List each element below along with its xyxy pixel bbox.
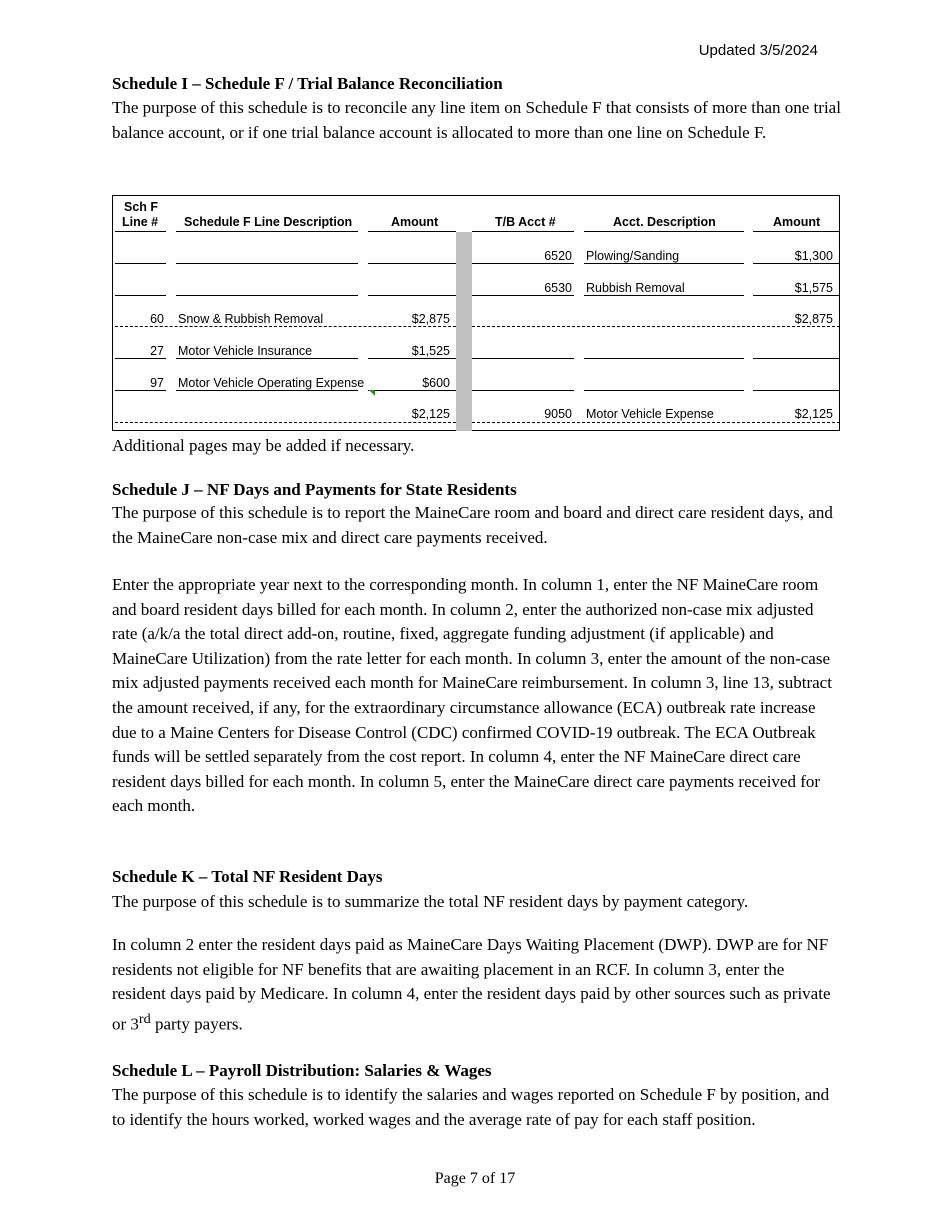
schedule-i-body: The purpose of this schedule is to reconcile any line item on Schedule F that consists of more than one trial balance account, or if one trial balance account is allocated to more than one line on Schedule F. (112, 98, 841, 142)
table-cell: $1,575 (794, 281, 833, 295)
table-cell: $2,875 (794, 312, 833, 326)
schedule-i-title: Schedule I – Schedule F / Trial Balance Reconciliation (112, 74, 503, 93)
table-cell: 27 (150, 344, 164, 358)
header-amount: Amount (391, 215, 439, 229)
table-cell: $2,875 (411, 312, 450, 326)
table-cell: $2,125 (794, 407, 833, 421)
table-cell: 6530 (544, 281, 572, 295)
schedule-j-body-2: Enter the appropriate year next to the corresponding month. In column 1, enter the NF MaineCare room and board resident days billed for each month. In column 2, enter the authorized non-case mix adjusted rate (a/k/a the total direct add-on, routine, fixed, aggregate funding adjustment (if applicable) and MaineCare Utilization) from the rate letter for each month. In column 3, enter the amount of the non-case mix adjusted payments received each month for MaineCare reimbursement. In column 3, line 13, subtract the amount received, if any, for the extraordinary circumstance allowance (ECA) outbreak rate increase due to a Maine Centers for Disease Control (CDC) confirmed COVID-19 outbreak. The ECA Outbreak funds will be settled separately from the cost report. In column 4, enter the NF MaineCare direct care resident days billed for each month. In column 5, enter the MaineCare direct care payments received for each month. (112, 575, 832, 816)
schedule-j-title: Schedule J – NF Days and Payments for State Residents (112, 480, 517, 499)
schedule-k-body-2: In column 2 enter the resident days paid as MaineCare Days Waiting Placement (DWP). DWP are for NF residents not eligible for NF benefits that are awaiting placement in an RCF. In column 3, enter the resident days paid by Medicare. In column 4, enter the resident days paid by other sources such as private or 3rd party payers. (112, 935, 831, 1034)
comment-marker-icon (369, 390, 375, 396)
header-tb-acct: T/B Acct # (495, 215, 556, 229)
table-cell: Motor Vehicle Operating Expense (178, 376, 365, 390)
header-line-number: Line # (122, 215, 159, 229)
page-number: Page 7 of 17 (434, 1170, 516, 1187)
schedule-i-note: Additional pages may be added if necessary. (112, 436, 415, 455)
table-cell: Plowing/Sanding (586, 249, 680, 263)
table-cell: Motor Vehicle Insurance (178, 344, 313, 358)
updated-date: Updated 3/5/2024 (698, 42, 818, 59)
schedule-l-title: Schedule L – Payroll Distribution: Salaries & Wages (112, 1061, 492, 1080)
schedule-j-body-1: The purpose of this schedule is to report the MaineCare room and board and direct care resident days, and the MaineCare non-case mix and direct care payments received. (112, 503, 833, 547)
table-cell: 9050 (544, 407, 572, 421)
header-amount-2: Amount (773, 215, 821, 229)
reconciliation-table (112, 195, 840, 431)
table-separator (456, 232, 472, 431)
table-cell: Motor Vehicle Expense (586, 407, 714, 421)
table-cell: $1,300 (794, 249, 833, 263)
table-cell: Snow & Rubbish Removal (178, 312, 324, 326)
schedule-k-title: Schedule K – Total NF Resident Days (112, 867, 383, 886)
table-cell: 97 (150, 376, 164, 390)
schedule-k-body-1: The purpose of this schedule is to summarize the total NF resident days by payment category. (112, 892, 749, 911)
table-cell: Rubbish Removal (586, 281, 685, 295)
table-cell: 6520 (544, 249, 572, 263)
header-acct-description: Acct. Description (613, 215, 716, 229)
header-sch-f: Sch F (124, 200, 159, 214)
table-cell: $2,125 (411, 407, 450, 421)
table-cell: $600 (422, 376, 450, 390)
table-cell: $1,525 (411, 344, 450, 358)
schedule-l-body: The purpose of this schedule is to identify the salaries and wages reported on Schedule F by position, and to identify the hours worked, worked wages and the average rate of pay for each staff position. (112, 1085, 830, 1129)
header-description: Schedule F Line Description (184, 215, 353, 229)
table-cell: 60 (150, 312, 164, 326)
